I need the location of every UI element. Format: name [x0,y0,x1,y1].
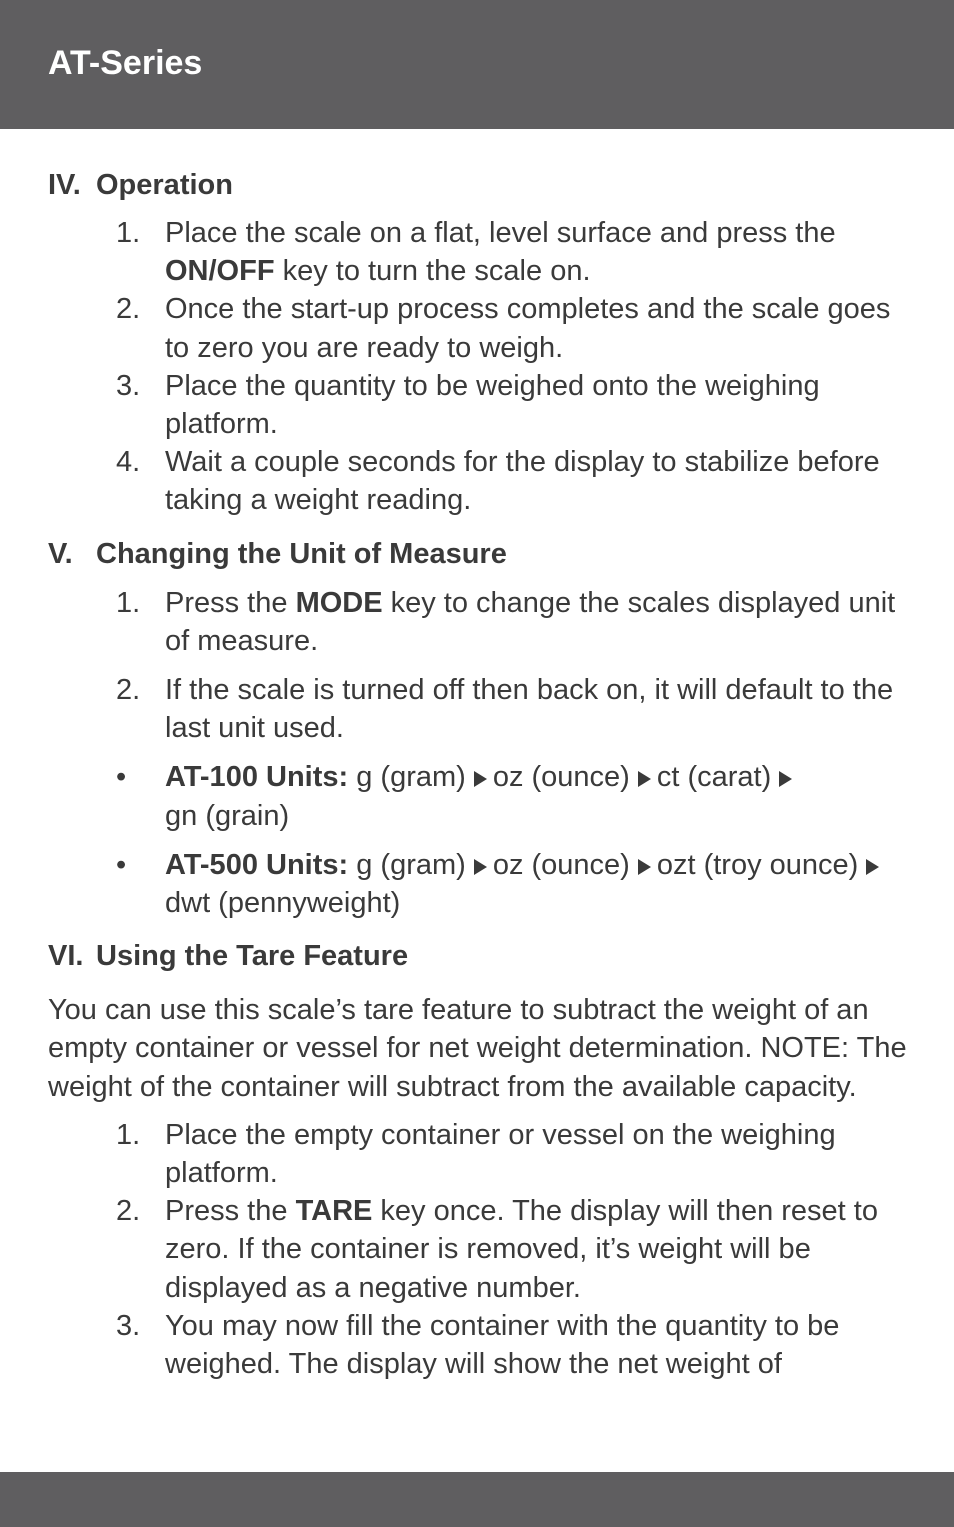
step-number: 2. [116,674,141,707]
section-heading-operation [48,166,918,204]
list-item [48,443,918,519]
step-text [165,584,918,660]
step-number: 3. [116,369,141,402]
operation-steps [48,214,918,520]
list-item [48,1116,918,1192]
section-title: Using the Tare Feature [96,940,409,973]
section-title: Changing the Unit of Measure [96,537,507,570]
step-number: 1. [116,1118,141,1151]
step-number: 1. [116,586,141,619]
list-item [48,671,918,747]
step-text-part: Place the scale on a flat, level surface and press the [165,217,836,249]
arrow-right-icon [866,859,879,875]
list-item [48,290,918,366]
list-item [48,1307,918,1383]
step-text [165,214,918,290]
step-text-part: key once. The display will then reset to zero. If the container is removed, it’s weight will be displayed as a negative number. [165,1195,878,1304]
bullet-symbol: • [116,848,127,881]
arrow-right-icon [638,859,651,875]
step-text [165,1192,918,1307]
unit-entry: ct (carat) [656,761,772,794]
model-label: AT-500 Units: [165,848,349,881]
list-item [48,214,918,290]
unit-entry: g (gram) [356,848,466,881]
step-number: 1. [116,217,141,249]
step-text-part: Press the [165,586,296,619]
step-text: Wait a couple seconds for the display to stabilize before taking a weight reading. [165,446,880,517]
section-heading-tare [48,937,918,975]
bullet-text [165,846,918,922]
step-number: 2. [116,293,141,326]
section-heading-unit-of-measure [48,535,918,573]
key-name: TARE [295,1195,373,1228]
step-text: Place the empty container or vessel on the weighing platform. [165,1118,836,1190]
list-item [48,584,918,660]
step-text-part: Press the [165,1195,296,1228]
arrow-right-icon [474,859,487,875]
tare-steps [48,1116,918,1383]
page-content [48,166,918,1383]
section-number: IV. [48,169,81,201]
key-name: MODE [295,586,383,619]
step-text-part: key to change the scales displayed unit of measure. [165,586,896,657]
step-text: If the scale is turned off then back on, it will default to the last unit used. [165,674,894,745]
bullet-item-at500 [48,846,918,922]
unit-entry: g (gram) [356,761,466,794]
arrow-right-icon [779,771,792,787]
key-name: ON/OFF [165,255,275,288]
model-label: AT-100 Units: [165,761,349,794]
unit-entry: ozt (troy ounce) [656,848,859,881]
section-title: Operation [96,169,233,201]
step-number: 2. [116,1195,141,1228]
unit-entry: oz (ounce) [492,848,630,881]
bullet-text [165,758,918,834]
section-number: VI. [48,940,84,973]
bullet-item-at100 [48,758,918,834]
step-number: 3. [116,1309,141,1342]
unit-entry: dwt (pennyweight) [165,887,401,920]
unit-entry: oz (ounce) [492,761,630,794]
list-item [48,367,918,443]
arrow-right-icon [474,771,487,787]
unit-steps [48,584,918,923]
step-text-part: key to turn the scale on. [274,255,591,288]
bullet-symbol: • [116,761,127,794]
page-header [0,0,954,129]
arrow-right-icon [638,771,651,787]
unit-entry: gn (grain) [165,799,290,832]
step-number: 4. [116,446,141,479]
header-title: AT-Series [48,44,203,82]
step-text: Place the quantity to be weighed onto the weighing platform. [165,369,820,441]
list-item [48,1192,918,1307]
section-number: V. [48,537,73,570]
step-text: Once the start-up process completes and the scale goes to zero you are ready to weigh. [165,293,891,364]
page-footer [0,1472,954,1527]
tare-intro: You can use this scale’s tare feature to subtract the weight of an empty container or vessel for net weight determination. NOTE: The weight of the container will subtract from the available capacity. [48,994,907,1103]
step-text: You may now fill the container with the quantity to be weighed. The display will show the net weight of [165,1309,840,1381]
